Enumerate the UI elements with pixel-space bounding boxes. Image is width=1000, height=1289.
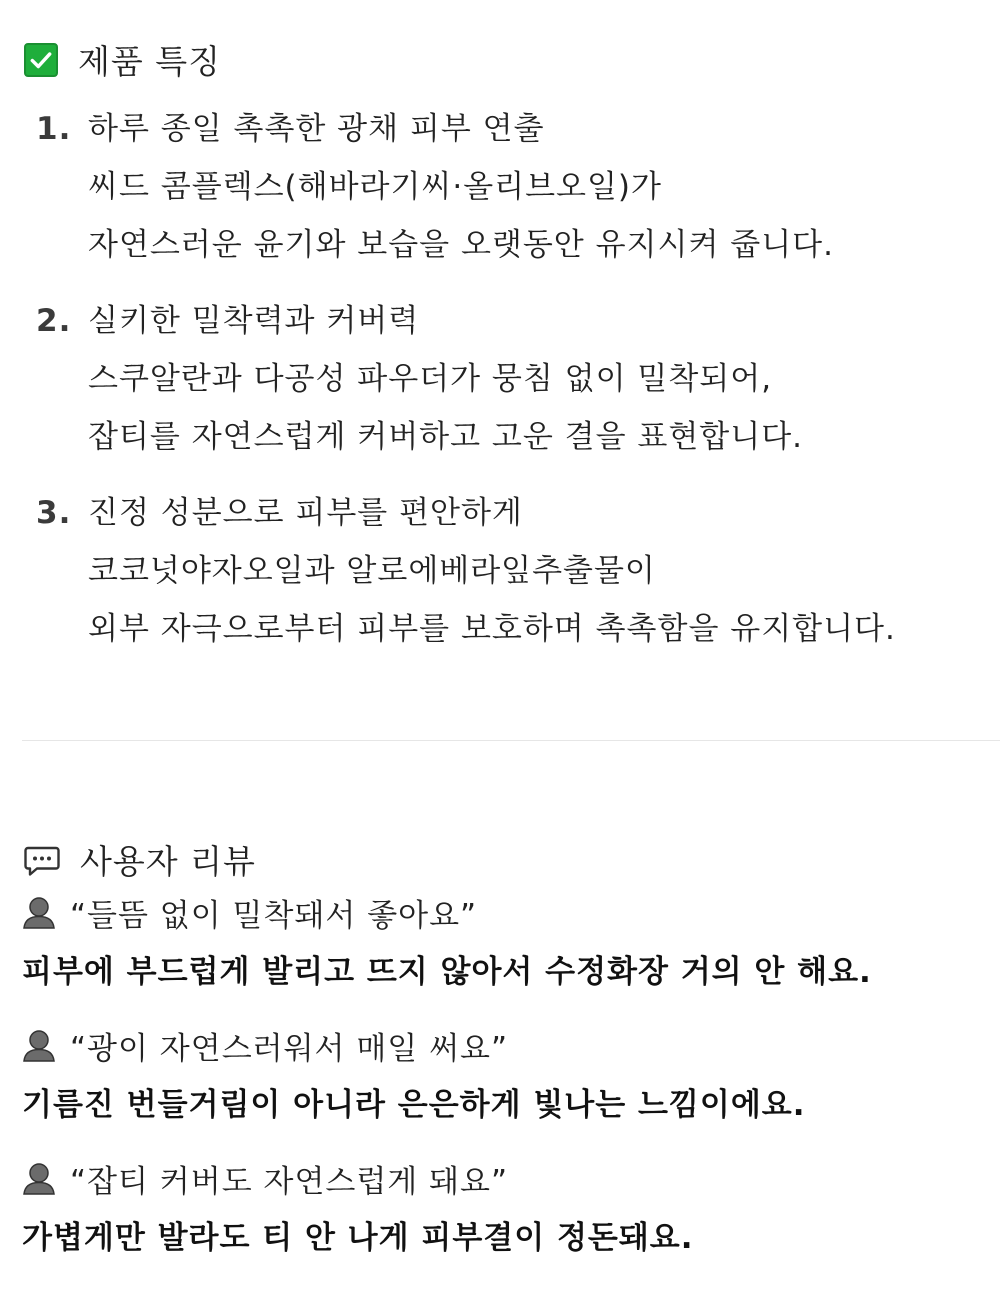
feature-description-line: 코코넛야자오일과 알로에베라잎추출물이 xyxy=(88,553,656,589)
check-mark-icon xyxy=(24,43,58,77)
feature-number: 1. xyxy=(36,111,72,147)
section-divider xyxy=(22,740,1000,741)
review-body: 기름진 번들거림이 아니라 은은하게 빛나는 느낌이에요. xyxy=(22,1087,806,1123)
feature-item-2 xyxy=(36,292,976,466)
features-title: 제품 특징 xyxy=(78,42,222,81)
review-quote: “광이 자연스러워서 매일 써요” xyxy=(22,1020,982,1070)
review-item-2 xyxy=(22,1020,982,1130)
review-body: 피부에 부드럽게 발리고 뜨지 않아서 수정화장 거의 안 해요. xyxy=(22,954,872,990)
review-item-3 xyxy=(22,1153,982,1263)
person-silhouette-icon xyxy=(22,1161,56,1195)
person-silhouette-icon xyxy=(22,895,56,929)
feature-item-1 xyxy=(36,100,976,274)
review-item-1 xyxy=(22,887,982,997)
feature-description-line: 씨드 콤플렉스(해바라기씨·올리브오일)가 xyxy=(88,169,662,205)
feature-description-line: 외부 자극으로부터 피부를 보호하며 촉촉함을 유지합니다. xyxy=(88,611,896,647)
feature-description-line: 자연스러운 윤기와 보습을 오랫동안 유지시켜 줍니다. xyxy=(88,227,834,263)
feature-description-line: 잡티를 자연스럽게 커버하고 고운 결을 표현합니다. xyxy=(88,419,803,455)
feature-number: 3. xyxy=(36,495,72,531)
review-quote: “잡티 커버도 자연스럽게 돼요” xyxy=(22,1153,982,1203)
review-quote: “들뜸 없이 밀착돼서 좋아요” xyxy=(22,887,982,937)
feature-item-3 xyxy=(36,484,976,658)
feature-number: 2. xyxy=(36,303,72,339)
reviews-title: 사용자 리뷰 xyxy=(80,842,256,881)
feature-headline: 1. 하루 종일 촉촉한 광채 피부 연출 xyxy=(36,100,976,158)
review-body: 가볍게만 발라도 티 안 나게 피부결이 정돈돼요. xyxy=(22,1220,694,1256)
features-heading xyxy=(24,36,221,83)
feature-headline: 3. 진정 성분으로 피부를 편안하게 xyxy=(36,484,976,542)
reviews-heading xyxy=(24,836,256,883)
speech-bubble-icon xyxy=(24,845,60,875)
feature-description-line: 스쿠알란과 다공성 파우더가 뭉침 없이 밀착되어, xyxy=(88,361,773,397)
feature-headline: 2. 실키한 밀착력과 커버력 xyxy=(36,292,976,350)
person-silhouette-icon xyxy=(22,1028,56,1062)
